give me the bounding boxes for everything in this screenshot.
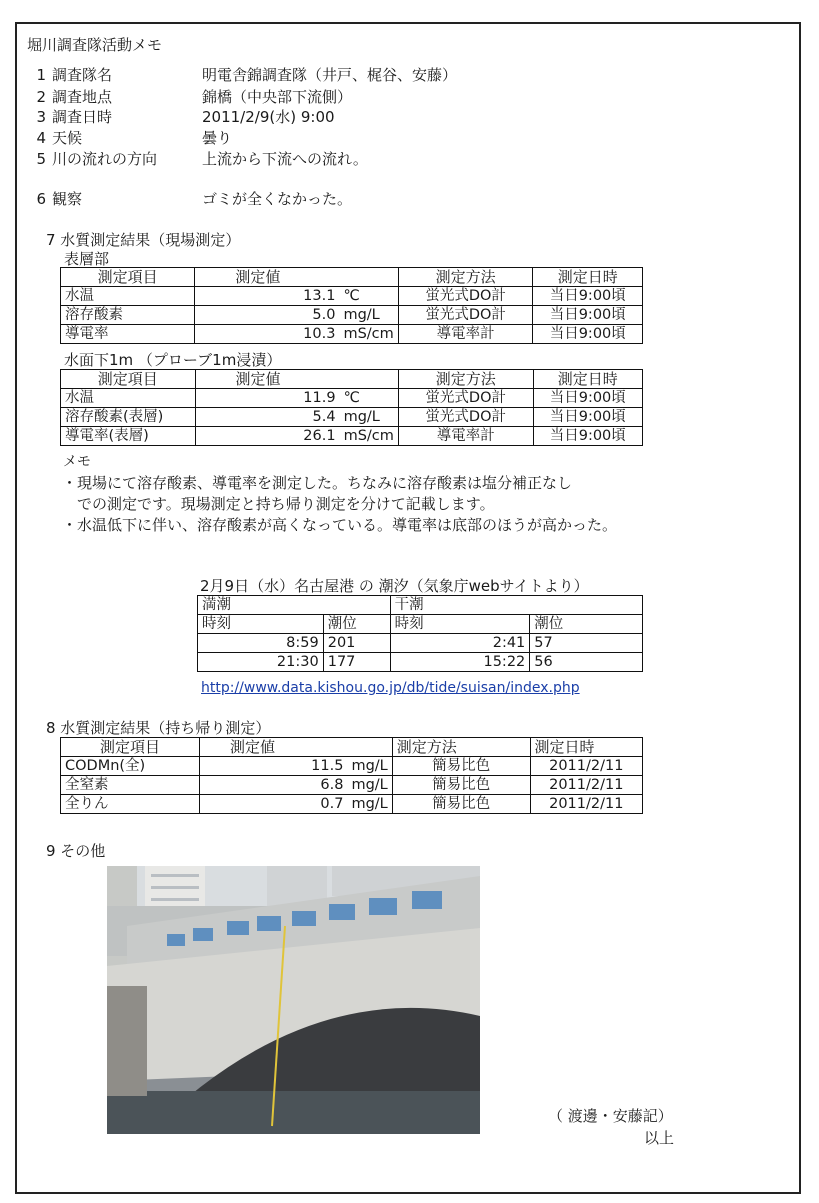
info-value: 錦橋（中央部下流側）: [202, 88, 353, 106]
tide-table: [197, 595, 643, 672]
column-header: 測定項目: [61, 738, 200, 757]
tide-title: 2月9日（水）名古屋港 の 潮汐（気象庁webサイトより）: [200, 577, 589, 595]
table-row: CODMn(全) 11.5 mg/L 簡易比色 2011/2/11: [61, 757, 643, 776]
table-row: 導電率 10.3 mS/cm 導電率計 当日9:00頃: [61, 325, 643, 344]
info-row-5: 5 川の流れの方向: [36, 150, 158, 168]
section-9-heading: 9 その他: [46, 842, 106, 860]
table-row: 水温 11.9 ℃ 蛍光式DO計 当日9:00頃: [61, 389, 643, 408]
info-value: 明電舎錦調査隊（井戸、梶谷、安藤）: [202, 66, 458, 84]
info-label: 川の流れの方向: [52, 150, 158, 168]
depth-table: [60, 369, 643, 446]
info-label: 天候: [52, 129, 83, 147]
tide-source-link[interactable]: http://www.data.kishou.go.jp/db/tide/suisan/index.php: [201, 680, 580, 696]
table-header-row: 時刻 潮位 時刻 潮位: [198, 615, 643, 634]
column-header: 測定方法: [392, 738, 530, 757]
column-header: 測定値: [200, 738, 393, 757]
column-header: 測定日時: [530, 738, 642, 757]
info-row-3: 3 調査日時: [36, 108, 113, 126]
info-row-2: 2 調査地点: [36, 88, 113, 106]
info-value: 上流から下流への流れ。: [202, 150, 368, 168]
column-header: 測定方法: [398, 268, 533, 287]
column-header: 測定方法: [398, 370, 533, 389]
table-row: 21:30 177 15:22 56: [198, 653, 643, 672]
table-row: 8:59 201 2:41 57: [198, 634, 643, 653]
table-header-row: [61, 738, 643, 757]
memo-line: ・水温低下に伴い、溶存酸素が高くなっている。導電率は底部のほうが高かった。: [62, 516, 618, 534]
info-label: 観察: [52, 190, 83, 208]
section-8-heading: 8 水質測定結果（持ち帰り測定）: [46, 719, 271, 737]
info-value: ゴミが全くなかった。: [202, 190, 353, 208]
info-value: 曇り: [202, 129, 233, 147]
info-label: 調査地点: [52, 88, 113, 106]
info-value: 2011/2/9(水) 9:00: [202, 108, 335, 126]
table-row: 全りん 0.7 mg/L 簡易比色 2011/2/11: [61, 795, 643, 814]
info-row-6: 6 観察: [36, 190, 83, 208]
table-row: 水温 13.1 ℃ 蛍光式DO計 当日9:00頃: [61, 287, 643, 306]
section-7-heading: 7 水質測定結果（現場測定）: [46, 231, 241, 249]
table-row: 溶存酸素 5.0 mg/L 蛍光式DO計 当日9:00頃: [61, 306, 643, 325]
column-header: 測定日時: [533, 370, 642, 389]
table-row: 溶存酸素(表層) 5.4 mg/L 蛍光式DO計 当日9:00頃: [61, 408, 643, 427]
bridge-photo: [107, 866, 480, 1134]
lab-table: [60, 737, 643, 814]
closing: 以上: [644, 1129, 675, 1147]
signature: （ 渡邊・安藤記）: [548, 1107, 673, 1125]
column-header: 測定値: [195, 268, 398, 287]
column-header: 測定項目: [61, 370, 196, 389]
surface-table: [60, 267, 643, 344]
info-label: 調査隊名: [52, 66, 113, 84]
bridge-photo-illustration: [107, 866, 480, 1134]
column-header: 測定項目: [61, 268, 195, 287]
surface-label: 表層部: [64, 250, 110, 268]
depth-label: 水面下1m （プローブ1m浸漬）: [64, 351, 282, 369]
info-row-4: 4 天候: [36, 129, 83, 147]
table-header-row: 満潮 干潮: [198, 596, 643, 615]
memo-label: メモ: [63, 454, 91, 470]
info-label: 調査日時: [52, 108, 113, 126]
document-title: 堀川調査隊活動メモ: [27, 36, 163, 54]
memo-line: ・現場にて溶存酸素、導電率を測定した。ちなみに溶存酸素は塩分補正なし: [62, 474, 573, 492]
info-row-1: 1 調査隊名: [36, 66, 113, 84]
column-header: 測定日時: [533, 268, 643, 287]
table-row: 導電率(表層) 26.1 mS/cm 導電率計 当日9:00頃: [61, 427, 643, 446]
column-header: 測定値: [195, 370, 398, 389]
table-header-row: [61, 370, 643, 389]
memo-line: での測定です。現場測定と持ち帰り測定を分けて記載します。: [77, 495, 495, 513]
table-header-row: [61, 268, 643, 287]
table-row: 全窒素 6.8 mg/L 簡易比色 2011/2/11: [61, 776, 643, 795]
